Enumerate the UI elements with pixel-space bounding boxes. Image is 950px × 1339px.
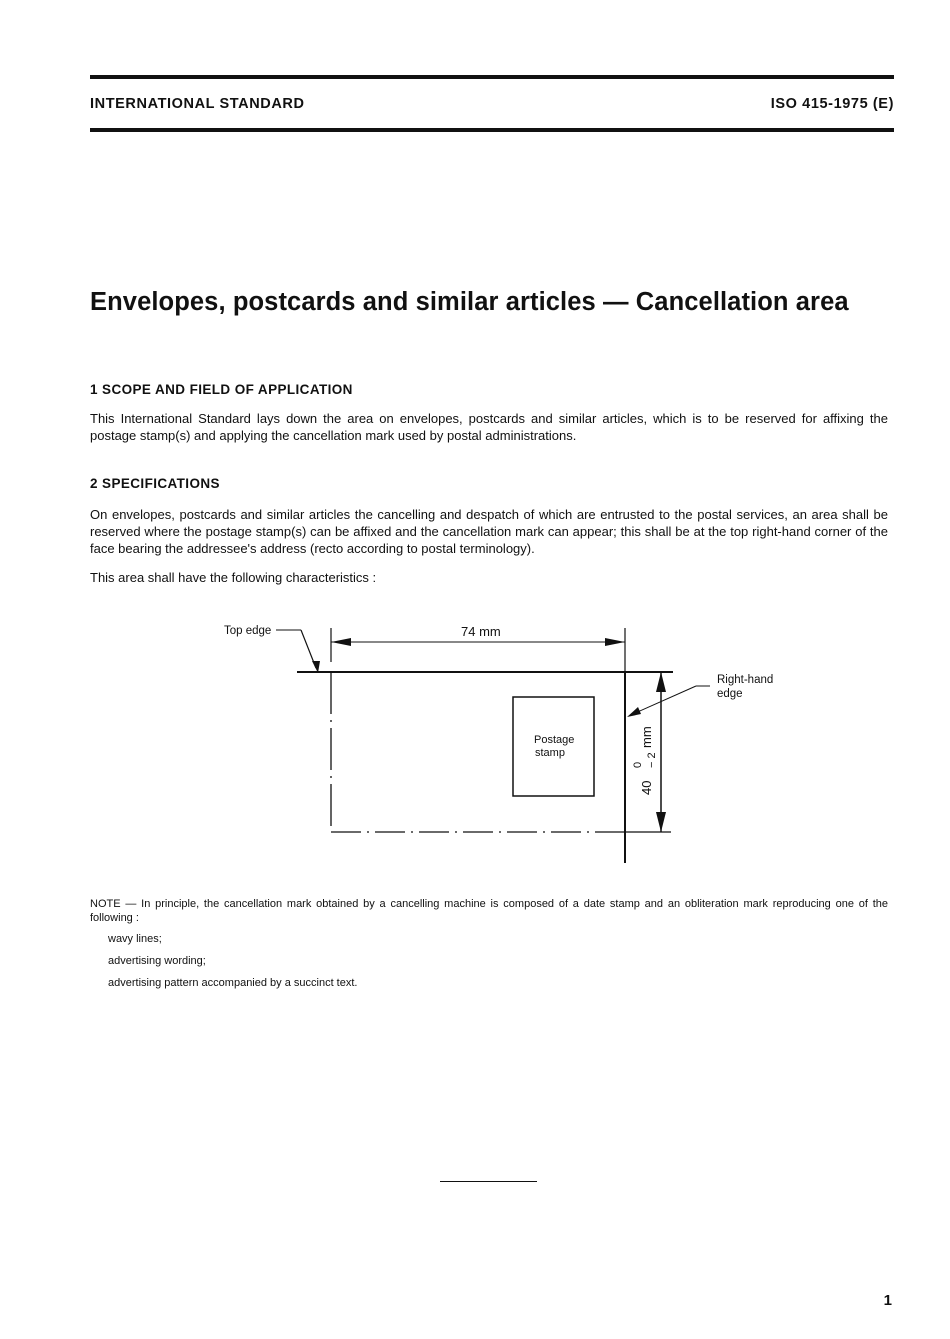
height-value: 40 <box>639 780 654 795</box>
header-standard-label: INTERNATIONAL STANDARD <box>90 96 305 112</box>
width-dimension-label: 74 mm <box>461 624 501 639</box>
header-bottom-rule <box>90 128 894 132</box>
end-of-text-rule <box>440 1181 537 1182</box>
section-1-text: This International Standard lays down the area on envelopes, postcards and similar articles, which is to be reserved for affixing the postage stamp(s) and applying the cancellation mark used by postal administrations. <box>90 411 888 443</box>
cancellation-area-figure <box>200 610 800 872</box>
section-1-heading: 1 SCOPE AND FIELD OF APPLICATION <box>90 382 353 397</box>
section-2-heading: 2 SPECIFICATIONS <box>90 476 220 491</box>
section-2-text: On envelopes, postcards and similar articles the cancelling and despatch of which are entrusted to the postal services, an area shall be reserved where the postage stamp(s) can be affixed and the cancellation mark can appear; this shall be at the top right-hand corner of the face bearing the addressee's address (recto according to postal terminology). <box>90 507 888 556</box>
header-top-rule <box>90 75 894 79</box>
document-title: Envelopes, postcards and similar articles — Cancellation area <box>90 288 849 316</box>
page-number: 1 <box>883 1292 892 1309</box>
height-tolerance-lower: − 2 <box>646 752 658 768</box>
right-edge-label-1: Right-hand <box>717 674 774 686</box>
section-2-text-2: This area shall have the following characteristics : <box>90 570 377 585</box>
stamp-label-line-1: Postage <box>534 734 575 746</box>
stamp-label-line-2: stamp <box>535 747 565 759</box>
note-item-1: wavy lines; <box>108 933 162 945</box>
figure-note: NOTE — In principle, the cancellation mark obtained by a cancelling machine is composed of a date stamp and an obliteration mark reproducing one of the following : <box>90 898 888 924</box>
top-edge-label: Top edge <box>224 625 272 637</box>
note-item-3: advertising pattern accompanied by a succinct text. <box>108 977 358 989</box>
right-edge-label-2: edge <box>717 688 743 700</box>
header-standard-number: ISO 415-1975 (E) <box>770 96 894 112</box>
height-unit: mm <box>639 726 654 748</box>
height-tolerance-upper: 0 <box>632 761 644 768</box>
note-item-2: advertising wording; <box>108 955 206 967</box>
